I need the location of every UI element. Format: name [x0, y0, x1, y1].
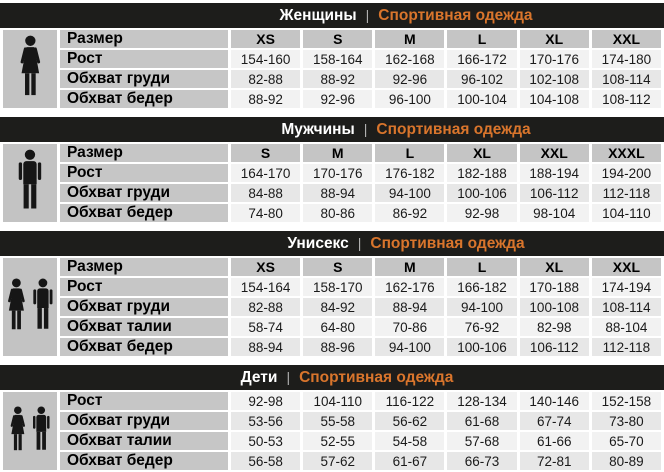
row-label: Размер — [60, 144, 228, 162]
measure-cell: 57-68 — [447, 432, 516, 450]
table-row — [3, 278, 661, 296]
table-row — [3, 50, 661, 68]
measure-cell: 72-81 — [520, 452, 589, 470]
measure-cell: 106-112 — [520, 338, 589, 356]
measure-cell: 140-146 — [520, 392, 589, 410]
table-row — [3, 318, 661, 336]
measure-cell: 94-100 — [375, 338, 444, 356]
measure-cell: 86-92 — [375, 204, 444, 222]
table-row — [3, 298, 661, 316]
chart-subtitle: Спортивная одежда — [299, 368, 454, 386]
row-label: Размер — [60, 258, 228, 276]
measure-cell: 92-96 — [375, 70, 444, 88]
measure-cell: 174-180 — [592, 50, 661, 68]
size-table — [0, 390, 664, 472]
row-label: Рост — [60, 278, 228, 296]
table-row — [3, 144, 661, 162]
table-row — [3, 412, 661, 430]
row-label: Обхват талии — [60, 432, 228, 450]
size-cell: S — [231, 144, 300, 162]
row-label: Обхват бедер — [60, 204, 228, 222]
measure-cell: 166-172 — [447, 50, 516, 68]
size-cell: XXL — [592, 258, 661, 276]
measure-cell: 54-58 — [375, 432, 444, 450]
measure-cell: 100-108 — [520, 298, 589, 316]
measure-cell: 80-86 — [303, 204, 372, 222]
measure-cell: 158-164 — [303, 50, 372, 68]
size-cell: XL — [520, 258, 589, 276]
size-table — [0, 256, 664, 358]
measure-cell: 170-176 — [303, 164, 372, 182]
measure-cell: 57-62 — [303, 452, 372, 470]
table-row — [3, 392, 661, 410]
size-cell: XXL — [520, 144, 589, 162]
size-cell: S — [303, 30, 372, 48]
chart-subtitle: Спортивная одежда — [376, 120, 531, 138]
size-cell: L — [447, 258, 516, 276]
size-cell: L — [375, 144, 444, 162]
chart-title: Мужчины — [281, 120, 355, 138]
table-row — [3, 452, 661, 470]
measure-cell: 64-80 — [303, 318, 372, 336]
title-separator: | — [365, 6, 370, 23]
table-row — [3, 204, 661, 222]
chart-header-bar — [0, 117, 664, 142]
measure-cell: 82-88 — [231, 70, 300, 88]
measure-cell: 164-170 — [231, 164, 300, 182]
row-label: Рост — [60, 50, 228, 68]
measure-cell: 56-62 — [375, 412, 444, 430]
table-row — [3, 70, 661, 88]
table-row — [3, 184, 661, 202]
measure-cell: 128-134 — [447, 392, 516, 410]
measure-cell: 58-74 — [231, 318, 300, 336]
measure-cell: 73-80 — [592, 412, 661, 430]
measure-cell: 70-86 — [375, 318, 444, 336]
size-cell: XXXL — [592, 144, 661, 162]
measure-cell: 194-200 — [592, 164, 661, 182]
row-label: Рост — [60, 392, 228, 410]
size-cell: XL — [447, 144, 516, 162]
figure-cell — [3, 30, 57, 108]
row-label: Обхват бедер — [60, 452, 228, 470]
measure-cell: 76-92 — [447, 318, 516, 336]
row-label: Обхват бедер — [60, 338, 228, 356]
chart-title: Женщины — [279, 6, 357, 24]
measure-cell: 55-58 — [303, 412, 372, 430]
measure-cell: 94-100 — [375, 184, 444, 202]
size-cell: XS — [231, 30, 300, 48]
measure-cell: 88-96 — [303, 338, 372, 356]
measure-cell: 84-92 — [303, 298, 372, 316]
table-row — [3, 338, 661, 356]
girl-boy-icon — [3, 392, 57, 470]
measure-cell: 108-114 — [592, 70, 661, 88]
table-row — [3, 90, 661, 108]
measure-cell: 108-114 — [592, 298, 661, 316]
measure-cell: 108-112 — [592, 90, 661, 108]
measure-cell: 102-108 — [520, 70, 589, 88]
measure-cell: 61-66 — [520, 432, 589, 450]
measure-cell: 112-118 — [592, 184, 661, 202]
measure-cell: 53-56 — [231, 412, 300, 430]
measure-cell: 98-104 — [520, 204, 589, 222]
measure-cell: 116-122 — [375, 392, 444, 410]
size-cell: XL — [520, 30, 589, 48]
chart-title: Унисекс — [287, 234, 349, 252]
man-icon — [31, 278, 55, 336]
measure-cell: 96-100 — [375, 90, 444, 108]
chart-title: Дети — [240, 368, 278, 386]
measure-cell: 170-188 — [520, 278, 589, 296]
measure-cell: 154-160 — [231, 50, 300, 68]
size-table — [0, 28, 664, 110]
size-chart-children — [0, 365, 664, 472]
measure-cell: 106-112 — [520, 184, 589, 202]
measure-cell: 152-158 — [592, 392, 661, 410]
figure-cell — [3, 392, 57, 470]
measure-cell: 158-170 — [303, 278, 372, 296]
measure-cell: 82-98 — [520, 318, 589, 336]
man-icon — [31, 406, 52, 456]
measure-cell: 88-104 — [592, 318, 661, 336]
row-label: Обхват груди — [60, 184, 228, 202]
size-cell: M — [375, 30, 444, 48]
title-separator: | — [357, 234, 362, 251]
measure-cell: 84-88 — [231, 184, 300, 202]
woman-icon — [8, 406, 28, 456]
chart-header-bar — [0, 231, 664, 256]
measure-cell: 92-96 — [303, 90, 372, 108]
size-table — [0, 142, 664, 224]
measure-cell: 61-67 — [375, 452, 444, 470]
row-label: Рост — [60, 164, 228, 182]
size-cell: M — [303, 144, 372, 162]
measure-cell: 170-176 — [520, 50, 589, 68]
figure-cell — [3, 258, 57, 356]
measure-cell: 162-168 — [375, 50, 444, 68]
size-cell: S — [303, 258, 372, 276]
table-row — [3, 30, 661, 48]
measure-cell: 104-110 — [303, 392, 372, 410]
row-label: Обхват груди — [60, 70, 228, 88]
size-chart-unisex — [0, 231, 664, 358]
row-label: Обхват груди — [60, 412, 228, 430]
measure-cell: 174-194 — [592, 278, 661, 296]
row-label: Обхват талии — [60, 318, 228, 336]
measure-cell: 188-194 — [520, 164, 589, 182]
measure-cell: 154-164 — [231, 278, 300, 296]
measure-cell: 88-92 — [231, 90, 300, 108]
chart-subtitle: Спортивная одежда — [378, 6, 533, 24]
measure-cell: 82-88 — [231, 298, 300, 316]
measure-cell: 88-92 — [303, 70, 372, 88]
row-label: Размер — [60, 30, 228, 48]
row-label: Обхват груди — [60, 298, 228, 316]
woman-icon — [3, 30, 57, 108]
measure-cell: 52-55 — [303, 432, 372, 450]
measure-cell: 61-68 — [447, 412, 516, 430]
measure-cell: 100-106 — [447, 184, 516, 202]
measure-cell: 96-102 — [447, 70, 516, 88]
measure-cell: 92-98 — [231, 392, 300, 410]
size-cell: XS — [231, 258, 300, 276]
measure-cell: 56-58 — [231, 452, 300, 470]
measure-cell: 100-106 — [447, 338, 516, 356]
figure-cell — [3, 144, 57, 222]
size-cell: L — [447, 30, 516, 48]
measure-cell: 80-89 — [592, 452, 661, 470]
measure-cell: 88-94 — [303, 184, 372, 202]
title-separator: | — [363, 120, 368, 137]
measure-cell: 100-104 — [447, 90, 516, 108]
table-row — [3, 258, 661, 276]
measure-cell: 67-74 — [520, 412, 589, 430]
man-icon — [3, 144, 57, 222]
chart-header-bar — [0, 3, 664, 28]
table-row — [3, 432, 661, 450]
size-cell: M — [375, 258, 444, 276]
chart-subtitle: Спортивная одежда — [370, 234, 525, 252]
size-chart-men — [0, 117, 664, 224]
measure-cell: 162-176 — [375, 278, 444, 296]
measure-cell: 50-53 — [231, 432, 300, 450]
woman-man-icon — [3, 258, 57, 356]
woman-icon — [5, 278, 28, 336]
measure-cell: 65-70 — [592, 432, 661, 450]
measure-cell: 94-100 — [447, 298, 516, 316]
row-label: Обхват бедер — [60, 90, 228, 108]
measure-cell: 112-118 — [592, 338, 661, 356]
measure-cell: 66-73 — [447, 452, 516, 470]
title-separator: | — [286, 368, 291, 385]
size-cell: XXL — [592, 30, 661, 48]
measure-cell: 182-188 — [447, 164, 516, 182]
measure-cell: 104-108 — [520, 90, 589, 108]
woman-icon — [17, 35, 44, 103]
measure-cell: 88-94 — [375, 298, 444, 316]
chart-header-bar — [0, 365, 664, 390]
size-chart-women — [0, 3, 664, 110]
measure-cell: 176-182 — [375, 164, 444, 182]
measure-cell: 104-110 — [592, 204, 661, 222]
measure-cell: 92-98 — [447, 204, 516, 222]
measure-cell: 166-182 — [447, 278, 516, 296]
measure-cell: 74-80 — [231, 204, 300, 222]
man-icon — [16, 149, 44, 217]
measure-cell: 88-94 — [231, 338, 300, 356]
table-row — [3, 164, 661, 182]
